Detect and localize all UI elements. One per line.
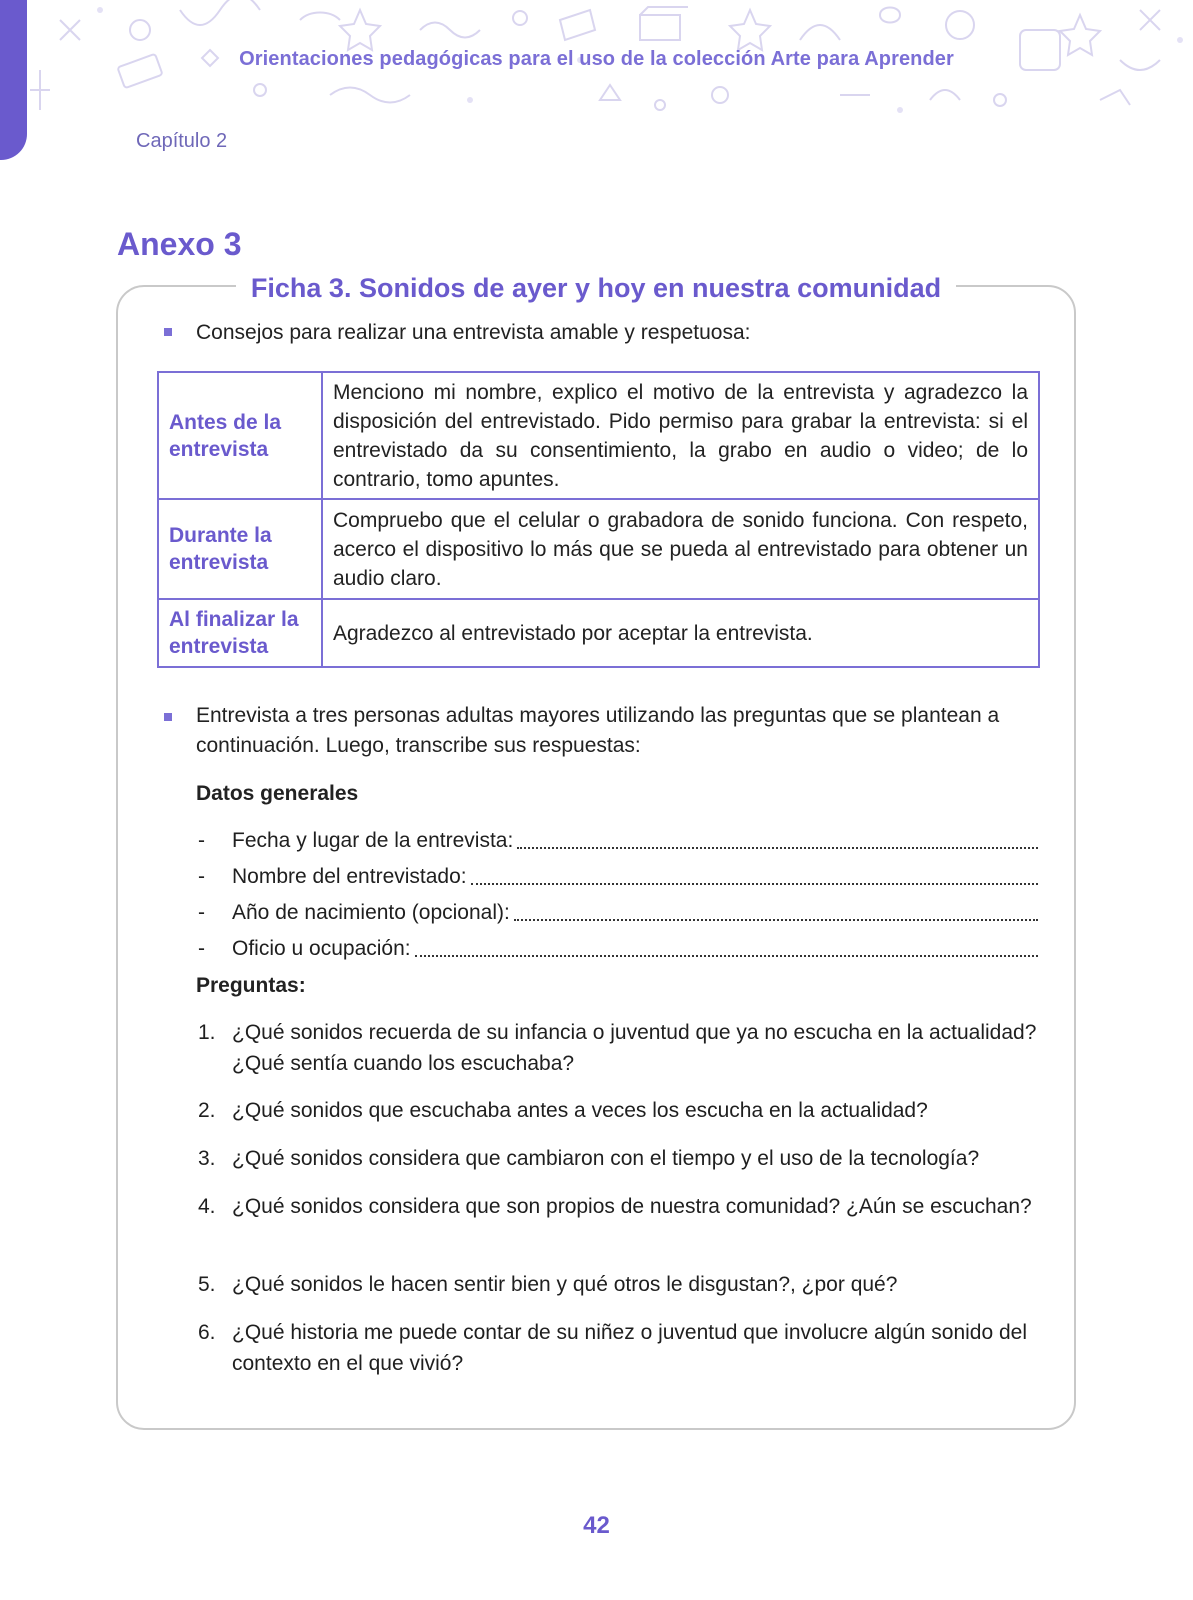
table-row [158, 499, 1039, 599]
description-cell: Agradezco al entrevistado por aceptar la entrevista. [322, 599, 1039, 667]
bullet-icon [164, 713, 172, 721]
question-number: 3. [198, 1147, 216, 1170]
frame-title-box [236, 268, 956, 308]
interview-intro: Entrevista a tres personas adultas mayores utilizando las preguntas que se plantean a continuación. Luego, transcribe sus respuestas: [196, 704, 1000, 757]
table-row [158, 599, 1039, 667]
question-text: ¿Qué sonidos considera que son propios de nuestra comunidad? ¿Aún se escuchan? [232, 1195, 1032, 1218]
field-label: Nombre del entrevistado: [232, 865, 467, 888]
fill-in-line [517, 845, 1038, 849]
question-item [198, 1191, 1038, 1222]
field-dash: - [198, 865, 205, 888]
fill-in-line [415, 953, 1038, 957]
field-label: Fecha y lugar de la entrevista: [232, 829, 514, 852]
chapter-label: Capítulo 2 [136, 130, 228, 152]
question-item [198, 1017, 1038, 1079]
question-number: 4. [198, 1195, 216, 1218]
field-dash: - [198, 901, 205, 924]
description-cell: Compruebo que el celular o grabadora de sonido funciona. Con respeto, acerco el dispositivo lo más que se pueda al entrevistado para obtener un audio claro. [322, 499, 1039, 599]
question-item [198, 1317, 1038, 1379]
field-dash: - [198, 937, 205, 960]
question-item [198, 1269, 1038, 1300]
question-text: ¿Qué historia me puede contar de su niñez o juventud que involucre algún sonido del contexto en el que vivió? [232, 1321, 1028, 1375]
question-text: ¿Qué sonidos recuerda de su infancia o juventud que ya no escucha en la actualidad? ¿Qué sentía cuando los escuchaba? [232, 1021, 1037, 1075]
tips-table [157, 371, 1040, 668]
field-row [198, 934, 1038, 964]
chapter-tab [0, 0, 27, 160]
general-data-heading: Datos generales [196, 782, 359, 805]
question-number: 2. [198, 1099, 216, 1122]
table-row [158, 372, 1039, 499]
field-row [198, 826, 1038, 856]
question-item [198, 1095, 1038, 1126]
question-number: 5. [198, 1273, 216, 1296]
fill-in-line [514, 917, 1038, 921]
stage-cell: Al finalizar la entrevista [158, 599, 322, 667]
question-number: 1. [198, 1021, 216, 1044]
field-dash: - [198, 829, 205, 852]
bullet-icon [164, 328, 172, 336]
tips-intro: Consejos para realizar una entrevista amable y respetuosa: [196, 321, 751, 344]
question-text: ¿Qué sonidos le hacen sentir bien y qué otros le disgustan?, ¿por qué? [232, 1273, 898, 1296]
question-text: ¿Qué sonidos considera que cambiaron con el tiempo y el uso de la tecnología? [232, 1147, 980, 1170]
page-number: 42 [583, 1512, 610, 1539]
questions-heading: Preguntas: [196, 974, 306, 997]
header-title: Orientaciones pedagógicas para el uso de la colección Arte para Aprender [239, 48, 954, 70]
question-text: ¿Qué sonidos que escuchaba antes a veces los escucha en la actualidad? [232, 1099, 928, 1122]
field-label: Oficio u ocupación: [232, 937, 411, 960]
field-label: Año de nacimiento (opcional): [232, 901, 510, 924]
frame-title: Ficha 3. Sonidos de ayer y hoy en nuestra comunidad [250, 273, 942, 303]
stage-cell: Antes de la entrevista [158, 372, 322, 499]
field-row [198, 898, 1038, 928]
description-cell: Menciono mi nombre, explico el motivo de la entrevista y agradezco la disposición del entrevistado. Pido permiso para grabar la entrevista: si el entrevistado da su consentimiento, la grabo en audio o video; de lo contrario, tomo apuntes. [322, 372, 1039, 499]
question-number: 6. [198, 1321, 216, 1344]
question-item [198, 1143, 1038, 1174]
field-row [198, 862, 1038, 892]
stage-cell: Durante la entrevista [158, 499, 322, 599]
fill-in-line [471, 881, 1038, 885]
page-title: Anexo 3 [117, 226, 242, 262]
